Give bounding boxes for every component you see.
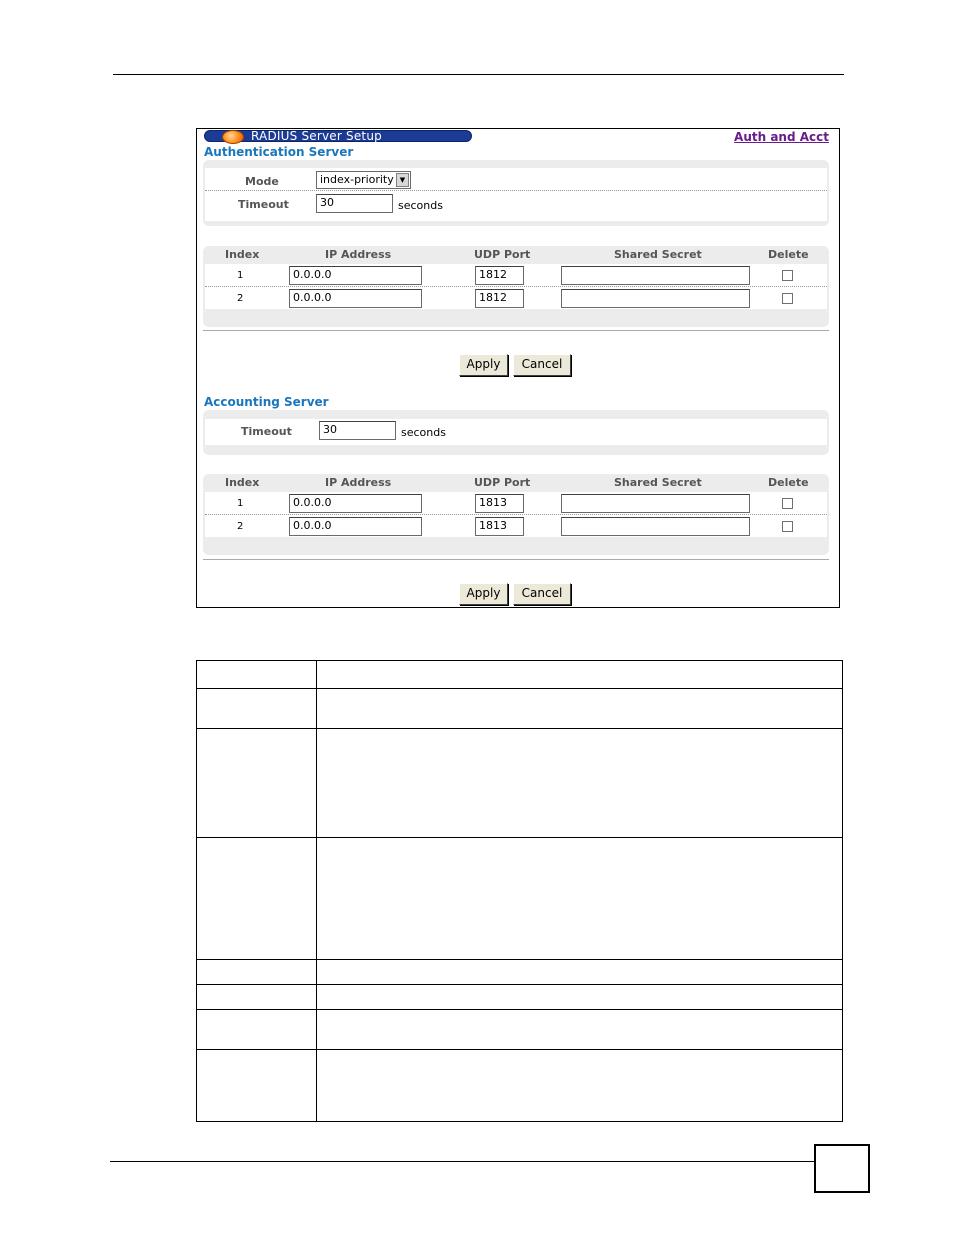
col-delete: Delete bbox=[768, 476, 809, 489]
shared-secret-input[interactable] bbox=[561, 266, 750, 285]
table-row bbox=[197, 838, 843, 960]
auth-timeout-unit: seconds bbox=[398, 199, 443, 212]
mode-label: Mode bbox=[245, 175, 279, 188]
ip-address-input[interactable]: 0.0.0.0 bbox=[289, 494, 422, 513]
title-orb-icon bbox=[222, 130, 244, 144]
delete-checkbox[interactable] bbox=[782, 498, 793, 509]
col-ip-address: IP Address bbox=[325, 248, 392, 261]
table-row bbox=[205, 492, 827, 515]
acct-cancel-button[interactable]: Cancel bbox=[513, 583, 571, 605]
delete-checkbox[interactable] bbox=[782, 270, 793, 281]
auth-server-table bbox=[203, 246, 829, 327]
radius-server-setup-screen bbox=[196, 128, 840, 608]
col-shared-secret: Shared Secret bbox=[614, 476, 702, 489]
table-row bbox=[205, 287, 827, 309]
acct-apply-button[interactable]: Apply bbox=[459, 583, 508, 605]
row-index: 1 bbox=[237, 498, 244, 509]
divider bbox=[203, 330, 829, 331]
mode-select-value: index-priority bbox=[320, 173, 394, 186]
col-index: Index bbox=[225, 476, 260, 489]
mode-row bbox=[205, 168, 827, 191]
col-delete: Delete bbox=[768, 248, 809, 261]
table-row bbox=[197, 689, 843, 729]
footer-rule bbox=[110, 1161, 814, 1162]
delete-checkbox[interactable] bbox=[782, 521, 793, 532]
authentication-server-title: Authentication Server bbox=[204, 145, 354, 159]
table-row bbox=[205, 515, 827, 537]
udp-port-input[interactable]: 1812 bbox=[475, 266, 524, 285]
acct-server-table bbox=[203, 474, 829, 555]
mode-select[interactable] bbox=[316, 171, 411, 189]
title-bar bbox=[204, 130, 472, 142]
auth-settings-box bbox=[203, 160, 829, 226]
auth-timeout-label: Timeout bbox=[238, 198, 289, 211]
shared-secret-input[interactable] bbox=[561, 494, 750, 513]
col-ip-address: IP Address bbox=[325, 476, 392, 489]
field-description-table bbox=[196, 660, 843, 1122]
table-row bbox=[197, 960, 843, 985]
udp-port-input[interactable]: 1813 bbox=[475, 517, 524, 536]
udp-port-input[interactable]: 1812 bbox=[475, 289, 524, 308]
divider bbox=[203, 559, 829, 560]
ip-address-input[interactable]: 0.0.0.0 bbox=[289, 289, 422, 308]
chevron-down-icon[interactable]: ▼ bbox=[396, 173, 409, 187]
col-udp-port: UDP Port bbox=[474, 476, 531, 489]
acct-settings-box bbox=[203, 410, 829, 455]
window-title: RADIUS Server Setup bbox=[251, 129, 382, 143]
col-index: Index bbox=[225, 248, 260, 261]
acct-timeout-unit: seconds bbox=[401, 426, 446, 439]
ip-address-input[interactable]: 0.0.0.0 bbox=[289, 517, 422, 536]
auth-timeout-row bbox=[205, 192, 827, 214]
auth-apply-button[interactable]: Apply bbox=[459, 354, 508, 376]
acct-timeout-input[interactable]: 30 bbox=[319, 421, 396, 440]
auth-timeout-input[interactable]: 30 bbox=[316, 194, 393, 213]
row-index: 2 bbox=[237, 293, 244, 304]
auth-cancel-button[interactable]: Cancel bbox=[513, 354, 571, 376]
acct-timeout-label: Timeout bbox=[241, 425, 292, 438]
col-udp-port: UDP Port bbox=[474, 248, 531, 261]
col-shared-secret: Shared Secret bbox=[614, 248, 702, 261]
table-row bbox=[197, 729, 843, 838]
acct-timeout-row bbox=[205, 420, 827, 442]
auth-and-acct-link[interactable]: Auth and Acct bbox=[734, 130, 829, 144]
table-row bbox=[197, 1050, 843, 1122]
table-row bbox=[197, 1010, 843, 1050]
table-row bbox=[197, 985, 843, 1010]
udp-port-input[interactable]: 1813 bbox=[475, 494, 524, 513]
table-row bbox=[197, 661, 843, 689]
table-row bbox=[205, 264, 827, 287]
accounting-server-title: Accounting Server bbox=[204, 395, 329, 409]
header-rule bbox=[113, 74, 844, 75]
ip-address-input[interactable]: 0.0.0.0 bbox=[289, 266, 422, 285]
page-number-box bbox=[814, 1144, 870, 1193]
row-index: 1 bbox=[237, 270, 244, 281]
shared-secret-input[interactable] bbox=[561, 517, 750, 536]
shared-secret-input[interactable] bbox=[561, 289, 750, 308]
row-index: 2 bbox=[237, 521, 244, 532]
delete-checkbox[interactable] bbox=[782, 293, 793, 304]
